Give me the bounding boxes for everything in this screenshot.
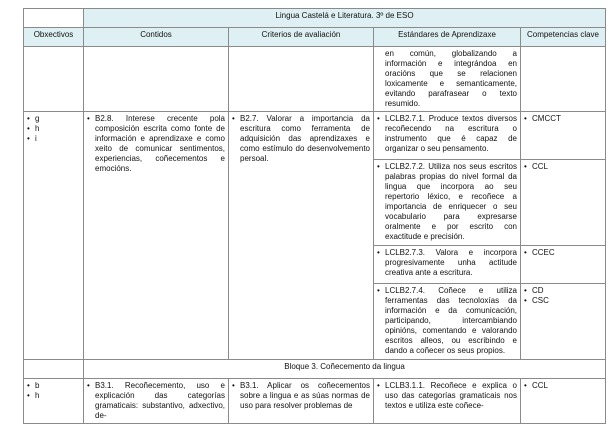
b3-1-contido: • B3.1. Recoñecemento, uso e explicación das categorías gramaticais: substantivo, adxectivo, de-	[84, 379, 229, 424]
b2-7-criterio: • B2.7. Valorar a importancia da escritura como ferramenta de adquisición das aprendizaxes e como estímulo do desenvolvemento persoal.	[229, 112, 374, 360]
criterio-text: B2.7. Valorar a importancia da escritura como ferramenta de adquisición das aprendizaxes e como estímulo do desenvolvemento persoal.	[240, 114, 370, 163]
standard-text: LCLB2.7.3. Valora e incorpora progresivamente unha actitude creativa ante a escritura.	[385, 248, 517, 277]
header-estandares: Estándares de Aprendizaxe	[374, 28, 521, 47]
b3-1-row	[24, 379, 606, 424]
standard-text: LCLB3.1.1. Recoñece e explica o uso das categorías gramaticais nos textos e utiliza este coñece-	[385, 381, 517, 410]
block-corner	[24, 360, 84, 379]
header-row	[24, 28, 606, 47]
standard-text: LCLB2.7.2. Utiliza nos seus escritos palabras propias do nivel formal da lingua que incorpora ao seu repertorio léxico, e recoñece a importancia de enriquecer o seu vocabulario para expresarse oralmente e por escrito con exactitude e precisión.	[385, 162, 517, 241]
contido-text: B2.8. Interese crecente pola composición escrita como fonte de información e aprendizaxe e como xeito de comunicar sentimentos, experiencias, coñecementos e emocións.	[95, 114, 225, 173]
continued-row	[24, 47, 606, 112]
standard-text: LCLB2.7.4. Coñece e utiliza ferramentas das tecnoloxías da información e da comunicación, participando, intercambiando opinións, comentando e valorando escritos alleos, ou escribindo e dando a coñecer os seus propios.	[385, 286, 517, 355]
competencias-cell: • CCL	[521, 379, 606, 424]
header-competencias: Competencias clave	[521, 28, 606, 47]
contido-text: B3.1. Recoñecemento, uso e explicación das categorías gramaticais: substantivo, adxectivo, de-	[95, 381, 225, 420]
obxectivo-item: • g	[27, 114, 40, 123]
continued-standard-text: en común, globalizando a información e integrándoa en oracións que se relacionen loxicamente e semanticamente, evitando parafrasear o texto resumido.	[385, 49, 517, 108]
standard-cell: • LCLB2.7.2. Utiliza nos seus escritos palabras propias do nivel formal da lingua que incorpora ao seu repertorio léxico, e recoñece a importancia de enriquecer o seu vocabulario para expresarse oralmente e por escrito con exactitude e precisión.	[374, 160, 521, 246]
b2-7-row-1	[24, 112, 606, 160]
b2-7-obxectivos	[24, 112, 84, 360]
obxectivo-item: • b	[27, 381, 40, 390]
block-title: Bloque 3. Coñecemento da lingua	[84, 360, 606, 379]
header-criterios: Criterios de avaliación	[229, 28, 374, 47]
continued-criterio	[229, 47, 374, 112]
b3-1-criterio: • B3.1. Aplicar os coñecementos sobre a lingua e as súas normas de uso para resolver problemas de	[229, 379, 374, 424]
competencia-code: CCL	[532, 162, 549, 171]
standard-text: LCLB2.7.1. Produce textos diversos recoñecendo na escritura o instrumento que é capaz de organizar o seu pensamento.	[385, 114, 517, 153]
competencia-code: CCL	[532, 381, 549, 390]
table-title: Lingua Castelá e Literatura. 3º de ESO	[84, 9, 606, 28]
header-obxectivos: Obxectivos	[24, 28, 84, 47]
corner-cell	[24, 9, 84, 28]
competencias-cell: • CMCCT	[521, 112, 606, 160]
continued-competencias	[521, 47, 606, 112]
standard-cell: • LCLB2.7.4. Coñece e utiliza ferramentas das tecnoloxías da información e da comunicación, participando, intercambiando opinións, comentando e valorando escritos alleos, ou escribindo e dando a coñecer os seus propios.	[374, 284, 521, 360]
curriculum-table	[23, 8, 606, 424]
obxectivo-item: • i	[27, 134, 37, 143]
b3-1-obxectivos	[24, 379, 84, 424]
continued-obxectivos	[24, 47, 84, 112]
competencias-cell: • CCEC	[521, 246, 606, 284]
criterio-text: B3.1. Aplicar os coñecementos sobre a lingua e as súas normas de uso para resolver problemas de	[240, 381, 370, 410]
competencia-code: CCEC	[532, 248, 555, 257]
b2-7-contido: • B2.8. Interese crecente pola composición escrita como fonte de información e aprendizaxe e como xeito de comunicar sentimentos, experiencias, coñecementos e emocións.	[84, 112, 229, 360]
header-contidos: Contidos	[84, 28, 229, 47]
competencia-code: CMCCT	[532, 114, 561, 123]
competencias-cell: • CCL	[521, 160, 606, 246]
competencia-code: CD	[532, 286, 544, 295]
standard-cell: • LCLB3.1.1. Recoñece e explica o uso das categorías gramaticais nos textos e utiliza este coñece-	[374, 379, 521, 424]
competencias-cell: • CD • CSC	[521, 284, 606, 360]
obxectivo-item: • h	[27, 124, 40, 133]
obxectivo-item: • h	[27, 391, 40, 400]
continued-contido	[84, 47, 229, 112]
standard-cell: • LCLB2.7.1. Produce textos diversos recoñecendo na escritura o instrumento que é capaz de organizar o seu pensamento.	[374, 112, 521, 160]
competencia-code: CSC	[532, 296, 549, 305]
continued-standard-cell	[374, 47, 521, 112]
block-title-row	[24, 360, 606, 379]
table-title-row	[24, 9, 606, 28]
standard-cell: • LCLB2.7.3. Valora e incorpora progresivamente unha actitude creativa ante a escritura.	[374, 246, 521, 284]
